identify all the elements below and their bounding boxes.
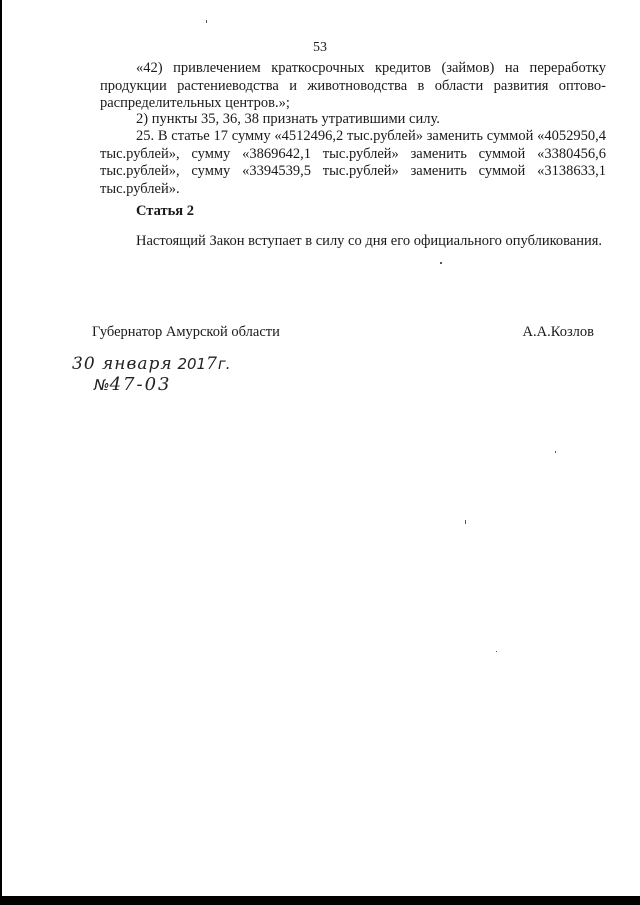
scan-speck <box>555 451 556 453</box>
scan-speck <box>206 20 207 23</box>
law-number <box>94 374 172 395</box>
paragraph-item-25: 25. В статье 17 сумму «4512496,2 тыс.рублей» заменить суммой «4052950,4 тыс.рублей», сумму «3869642,1 тыс.рублей» заменить суммой «3380456,6 тыс.рублей», сумму «3394539,5 тыс.рублей» заменить суммой «3138633,1 тыс.рублей». <box>100 128 606 197</box>
signing-date <box>72 354 231 374</box>
signatory-position: Губернатор Амурской области <box>92 324 280 340</box>
scan-left-edge <box>0 0 2 905</box>
printed-year-prefix: 201 <box>177 355 207 373</box>
scan-speck <box>465 520 466 524</box>
article-heading: Статья 2 <box>136 203 194 219</box>
scan-speck <box>496 651 497 652</box>
paragraph-item-42: «42) привлечением краткосрочных кредитов (займов) на переработку продукции растениеводства и животноводства в области развития оптово-распределительных центров.»; <box>100 60 606 111</box>
paragraph-effective-date: Настоящий Закон вступает в силу со дня его официального опубликования. <box>136 233 603 249</box>
signatory-name: А.А.Козлов <box>522 324 594 340</box>
handwritten-day-month: 30 января <box>72 354 173 374</box>
printed-year-suffix: г. <box>217 355 231 373</box>
handwritten-law-number: 47-03 <box>109 374 172 395</box>
signature-block <box>92 324 594 341</box>
page-number: 53 <box>313 40 327 55</box>
handwritten-year-digit: 7 <box>206 354 218 374</box>
scan-bottom-edge <box>0 896 640 905</box>
number-sign: № <box>94 376 110 394</box>
paragraph-item-2: 2) пункты 35, 36, 38 признать утратившими силу. <box>136 111 440 127</box>
scan-speck <box>440 262 442 264</box>
